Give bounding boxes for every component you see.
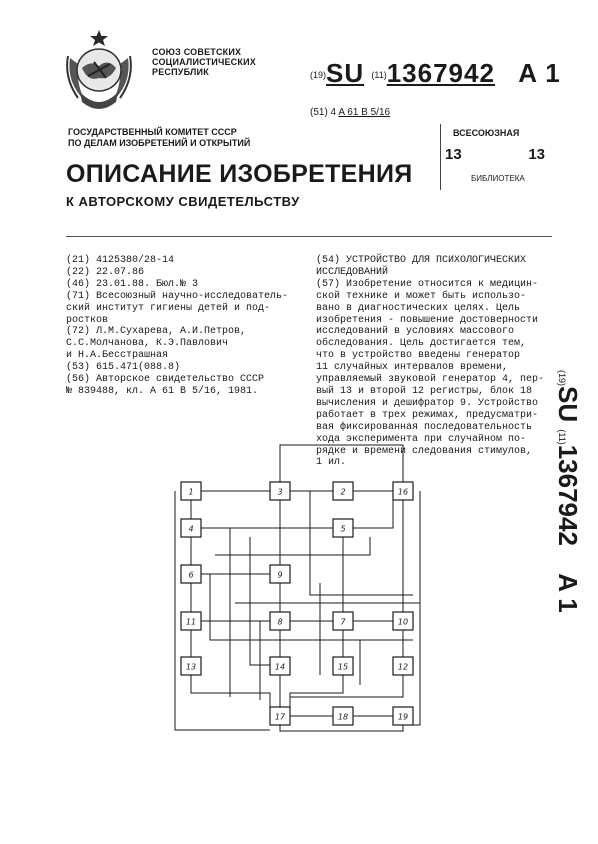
block-label: 18 [337,712,349,722]
block-label: 5 [340,524,346,534]
stamp-line: БИБЛИОТЕКА [471,174,525,183]
diagram-block-19 [393,707,413,725]
abstract-line: вый 13 и второй 12 регистры, блок 18 [316,385,533,397]
abstract-line: ской технике и может быть использо- [316,290,527,302]
abstract-line: что в устройство введены генератор [316,350,521,362]
connection-line [290,675,403,697]
block-label: 8 [277,617,283,627]
diagram-block-14 [270,657,290,675]
connection-line [280,725,403,731]
patent-number: 1367942 [386,58,495,88]
abstract-line: изобретения - повышение достоверности [316,314,539,326]
diagram-block-8 [270,612,290,630]
abstract-line: вычисления и дешифратор 9. Устройство [316,397,539,409]
committee-name [68,127,250,149]
abstract-line: 1 ил. [316,457,347,469]
bib-line: № 839488, кл. А 61 В 5/16, 1981. [66,385,259,397]
stamp-number: 13 [445,146,462,163]
bibliographic-data [66,255,294,398]
diagram-block-1 [181,482,201,500]
abstract-line: работает в трех режимах, предусматри- [316,409,539,421]
block-label: 15 [337,662,349,672]
block-label: 3 [277,487,283,497]
block-label: 9 [277,570,283,580]
abstract-line: управляемый звуковой генератор 4, пер- [316,374,545,386]
country-name-line: СОЮЗ СОВЕТСКИХ [152,47,242,57]
diagram-block-2 [333,482,353,500]
number-prefix: (11) [557,429,567,445]
ipc-classification [310,107,390,118]
bib-line: (71) Всесоюзный научно-исследователь- [66,290,289,302]
number-prefix: (11) [371,70,387,81]
abstract-line: (57) Изобретение относится к медицин- [316,278,539,290]
abstract-line: хода эксперимента при случайном по- [316,433,527,445]
connection-line [310,491,413,595]
state-emblem-icon [58,28,140,114]
patent-number: 1367942 [553,444,583,546]
committee-line: ПО ДЕЛАМ ИЗОБРЕТЕНИЙ И ОТКРЫТИЙ [68,138,251,148]
diagram-block-4 [181,519,201,537]
block-label: 10 [397,617,409,627]
ipc-prefix: (51) 4 [310,107,337,118]
kind-code: A 1 [518,58,561,88]
block-label: 7 [340,617,346,627]
patent-number-header [310,58,561,89]
connection-line [290,675,343,707]
side-patent-number [553,370,598,690]
bib-line: (21) 4125380/28-14 [66,255,175,266]
block-label: 16 [397,487,409,497]
bib-line: (53) 615.471(088.8) [66,362,181,374]
country-code: SU [553,386,583,423]
block-label: 1 [188,487,194,497]
ipc-code: A 61 B 5/16 [338,107,391,118]
abstract-line: ИССЛЕДОВАНИЙ [316,266,389,278]
bib-line: (46) 23.01.88. Бюл.№ 3 [66,278,199,290]
patent-prefix: (19) [557,370,567,387]
abstract-line: исследований в условиях массового [316,326,515,338]
bib-line: (22) 22.07.86 [66,266,145,278]
diagram-block-5 [333,519,353,537]
country-name [152,47,256,77]
diagram-block-18 [333,707,353,725]
bib-line: ский институт гигиены детей и под- [66,302,271,314]
connection-line [215,537,370,555]
document-subtitle: К АВТОРСКОМУ СВИДЕТЕЛЬСТВУ [66,194,300,209]
patent-prefix: (19) [310,70,327,81]
block-label: 12 [397,662,409,672]
kind-code: A 1 [553,573,583,613]
stamp-number: 13 [528,146,545,163]
diagram-block-9 [270,565,290,583]
document-title: ОПИСАНИЕ ИЗОБРЕТЕНИЯ [66,160,413,188]
block-label: 17 [274,712,286,722]
abstract-line: вано в диагностических целях. Цель [316,302,521,314]
abstract-line: (54) УСТРОЙСТВО ДЛЯ ПСИХОЛОГИЧЕСКИХ [316,255,527,266]
diagram-block-3 [270,482,290,500]
library-stamp [440,124,553,190]
bib-line: и Н.А.Бесстрашная [66,350,169,362]
diagram-block-17 [270,707,290,725]
abstract-line: обследования. Цель достигается тем, [316,338,527,350]
connection-line [413,491,420,725]
stamp-line: ВСЕСОЮЗНАЯ [453,128,520,138]
abstract-line: 11 случайных интервалов времени, [316,362,509,374]
connection-line [210,574,413,640]
diagram-block-7 [333,612,353,630]
bib-line: С.С.Молчанова, К.Э.Павлович [66,338,229,350]
diagram-block-12 [393,657,413,675]
divider [66,236,552,237]
block-label: 2 [340,487,346,497]
connection-line [353,500,393,528]
country-name-line: РЕСПУБЛИК [152,67,209,77]
diagram-block-6 [181,565,201,583]
block-diagram [170,435,430,735]
block-label: 14 [274,662,286,672]
block-label: 11 [185,617,197,627]
abstract-line: рядке и времени следования стимулов, [316,445,533,457]
diagram-block-10 [393,612,413,630]
block-label: 6 [188,570,194,580]
diagram-block-16 [393,482,413,500]
block-label: 4 [188,524,194,534]
diagram-block-13 [181,657,201,675]
abstract-line: вая фиксированная последовательность [316,421,533,433]
bib-line: (72) Л.М.Сухарева, А.И.Петров, [66,326,247,338]
bib-line: (56) Авторское свидетельство СССР [66,374,265,386]
connection-line [280,445,403,482]
block-label: 19 [397,712,409,722]
country-code: SU [326,58,365,88]
diagram-block-11 [181,612,201,630]
committee-line: ГОСУДАРСТВЕННЫЙ КОМИТЕТ СССР [68,127,237,137]
country-name-line: СОЦИАЛИСТИЧЕСКИХ [152,57,256,67]
block-label: 13 [185,662,197,672]
bib-line: ростков [66,314,109,326]
diagram-block-15 [333,657,353,675]
